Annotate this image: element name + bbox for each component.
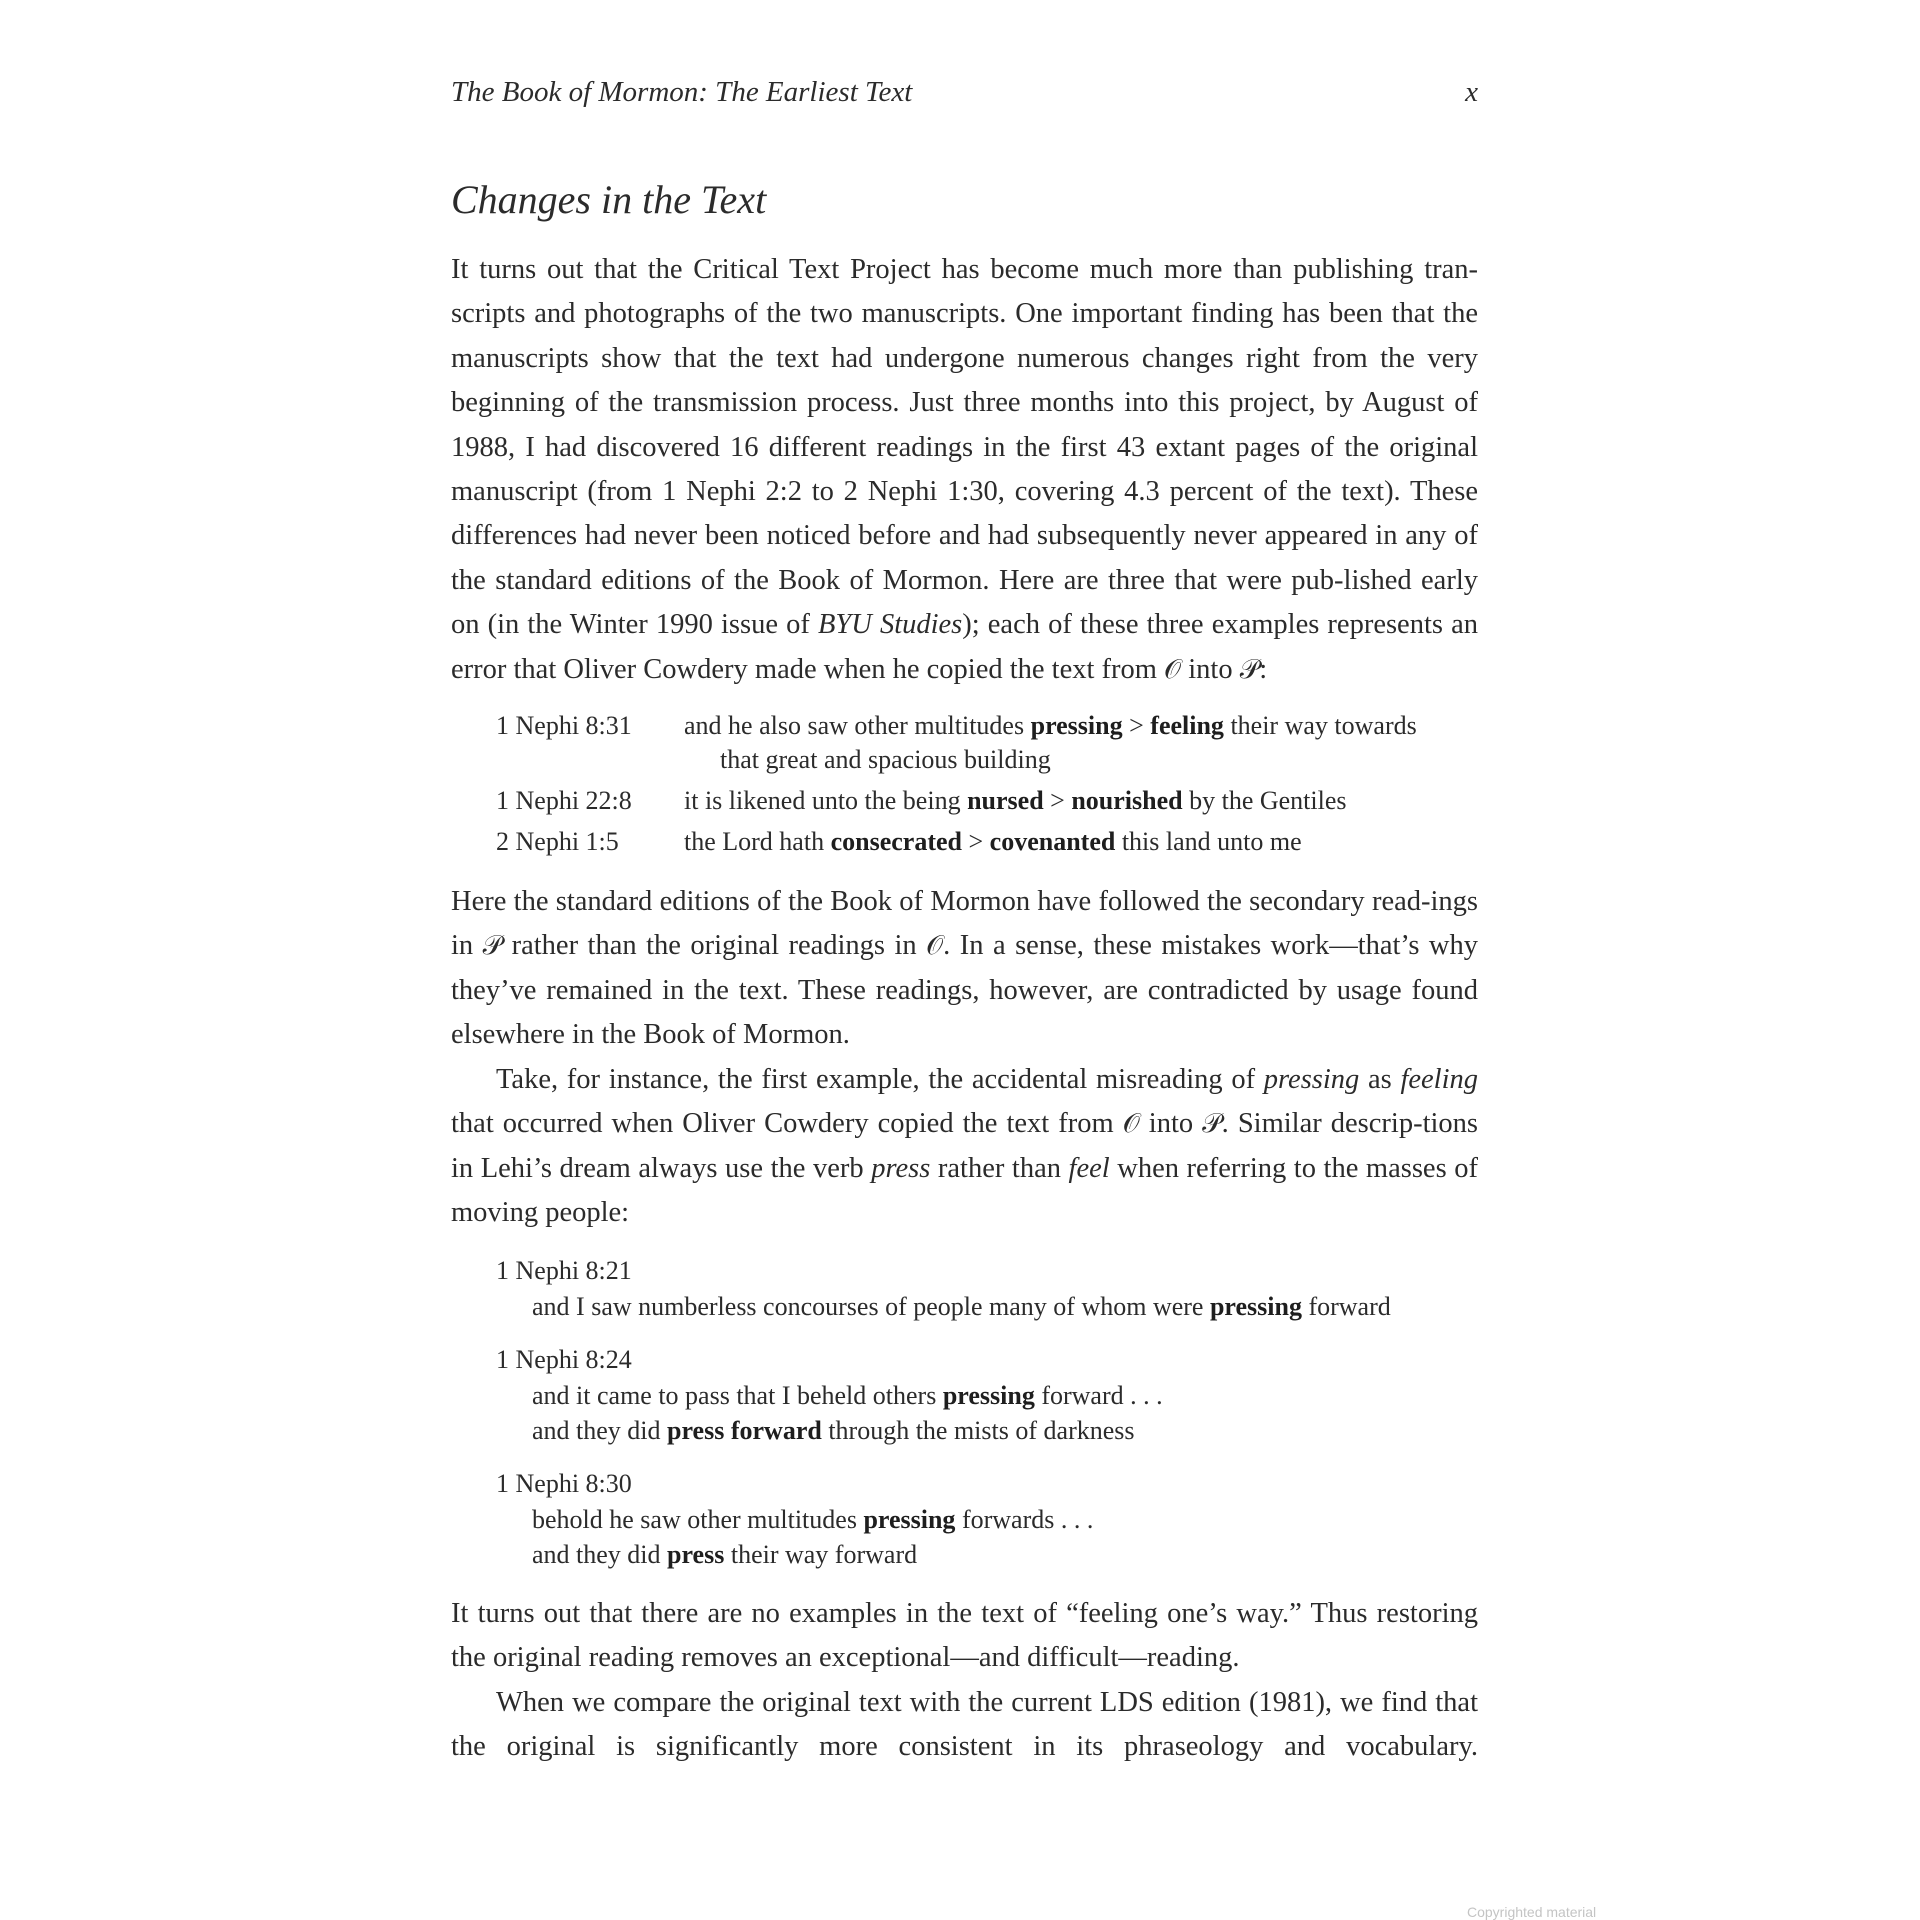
- quote-ref: 1 Nephi 8:24: [496, 1345, 632, 1374]
- comparison-ref: 1 Nephi 8:31: [496, 711, 632, 740]
- running-head-title: The Book of Mormon: The Earliest Text: [451, 76, 913, 108]
- comparison-row: [496, 784, 1496, 818]
- quote-line: behold he saw other multitudes pressing forwards . . .: [532, 1505, 1094, 1534]
- quote-line: and I saw numberless concourses of people many of whom were pressing forward: [532, 1292, 1391, 1321]
- paragraph-3: Take, for instance, the first example, the accidental misreading of pressing as feeling that occurred when Oliver Cowdery copied the text from 𝒪 into 𝒫. Similar descrip-tions in Lehi’s dream always use the verb press rather than feel when referring to the masses of moving people:: [451, 1064, 1478, 1229]
- comparison-row: [496, 825, 1496, 859]
- paragraph-1: It turns out that the Critical Text Project has become much more than publishing tran-scripts and photographs of the two manuscripts. One important finding has been that the manuscripts show that the text had undergone numerous changes right from the very beginning of the transmission process. Just three months into this project, by August of 1988, I had discovered 16 different readings in the first 43 extant pages of the original manuscript (from 1 Nephi 2:2 to 2 Nephi 1:30, covering 4.3 percent of the text). These differences had never been noticed before and had subsequently never appeared in any of the standard editions of the Book of Mormon. Here are three that were pub-lished early on (in the Winter 1990 issue of BYU Studies); each of these three examples represents an error that Oliver Cowdery made when he copied the text from 𝒪 into 𝒫:: [451, 254, 1478, 685]
- scripture-quote: [496, 1466, 1496, 1572]
- paragraph-4: It turns out that there are no examples in the text of “feeling one’s way.” Thus restoring the original reading removes an exceptional—and difficult—reading.: [451, 1598, 1478, 1674]
- copyright-watermark: Copyrighted material: [1467, 1904, 1597, 1920]
- comparison-text: the Lord hath consecrated > covenanted this land unto me: [684, 827, 1302, 856]
- comparison-ref: 1 Nephi 22:8: [496, 786, 632, 815]
- section-title: Changes in the Text: [451, 177, 767, 222]
- running-head: [451, 72, 1478, 112]
- page-number: x: [1465, 76, 1478, 108]
- quote-line: and they did press their way forward: [532, 1540, 918, 1569]
- paragraph-5: When we compare the original text with the current LDS edition (1981), we find that the original is significantly more consistent in its phraseology and vocabulary.: [451, 1687, 1478, 1763]
- paragraph-2: Here the standard editions of the Book of Mormon have followed the secondary read-ings in 𝒫 rather than the original readings in 𝒪. In a sense, these mistakes work—that’s why they’ve remained in the text. These readings, however, are contradicted by usage found elsewhere in the Book of Mormon.: [451, 886, 1478, 1051]
- comparison-text: and he also saw other multitudes pressing > feeling their way towards that great and spacious building: [684, 711, 1417, 774]
- comparison-table: [496, 709, 1496, 866]
- quote-line: and they did press forward through the mists of darkness: [532, 1416, 1135, 1445]
- scripture-quote: [496, 1253, 1496, 1324]
- printers-manuscript-symbol: 𝒫: [1239, 653, 1260, 685]
- quote-line: and it came to pass that I beheld others pressing forward . . .: [532, 1381, 1163, 1410]
- quote-ref: 1 Nephi 8:21: [496, 1256, 632, 1285]
- comparison-row: [496, 709, 1496, 777]
- comparison-ref: 2 Nephi 1:5: [496, 827, 619, 856]
- comparison-text: it is likened unto the being nursed > nourished by the Gentiles: [684, 786, 1347, 815]
- quote-ref: 1 Nephi 8:30: [496, 1469, 632, 1498]
- original-manuscript-symbol: 𝒪: [1164, 653, 1182, 685]
- scripture-quote: [496, 1342, 1496, 1448]
